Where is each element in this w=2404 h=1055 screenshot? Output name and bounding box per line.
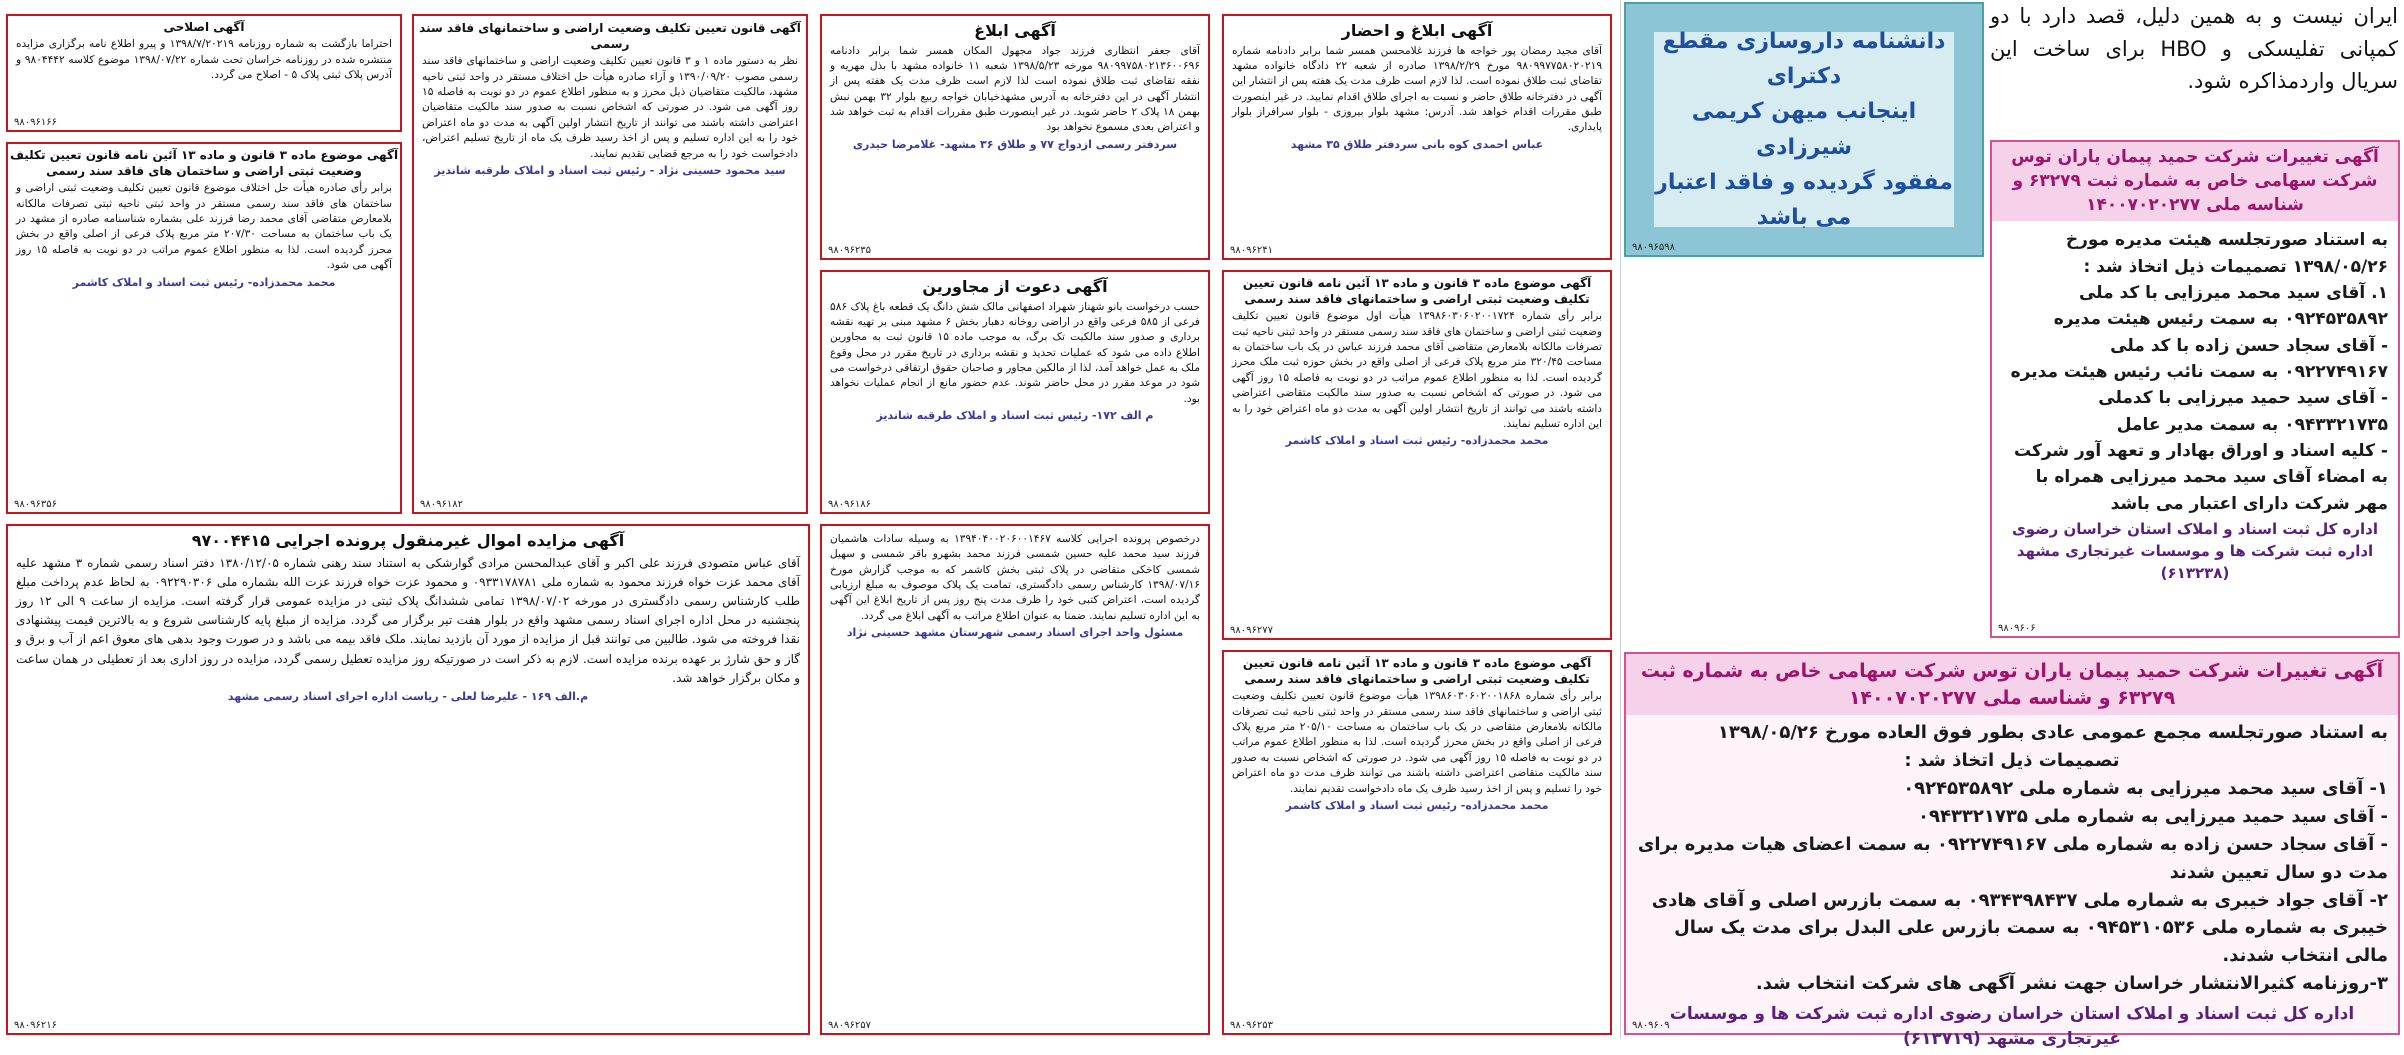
ad-title: آگهی قانون تعیین تکلیف وضعیت اراضی و ساختمانهای فاقد سند رسمی	[419, 21, 801, 52]
ad-neighbors-invite	[820, 270, 1210, 514]
ad-article3-a	[6, 142, 402, 514]
ad-code: ۹۸۰۹۶۵۹۸	[1632, 242, 1675, 253]
card-line: اینجانب میهن کریمی شیرزادی	[1691, 99, 1917, 160]
ad-code: ۹۸۰۹۶۱۸۶	[828, 499, 871, 510]
ad-title: آگهی ابلاغ و احضار	[1341, 21, 1493, 40]
company-change-notice-small	[1990, 140, 2400, 638]
ad-body: برابر رأی شماره ۱۳۹۸۶۰۳۰۶۰۲۰۰۱۷۲۴ هیأت اول موضوع قانون تعیین تکلیف وضعیت ثبتی اراضی و ساختمان های فاقد سند رسمی مستقر در واحد ثبتی ناحیه ثبت تصرفات مالکانه بلامعارض متقاضی آقای محمد فرزند عباس در یک باب ساختمان به مساحت ۳۲۰/۴۵ متر مربع پلاک فرعی از اصلی واقع در بخش حوزه ثبت ملک محرز گردیده است. لذا به منظور اطلاع عموم مراتب در دو نوبت به فاصله ۱۵ روز آگهی می شود. در صورتی که اشخاص نسبت به صدور سند مالکیت متقاضی اعتراضی داشته باشند می توانند از تاریخ انتشار اولین آگهی به مدت دو ماه اعتراض خود را به این اداره تسلیم نمایند.	[1232, 310, 1602, 430]
ad-title: آگهی اصلاحی	[163, 20, 245, 34]
ad-code: ۹۸۰۹۶۱۸۲	[420, 499, 463, 510]
notice-line: ۳-روزنامه کثیرالانتشار خراسان جهت نشر آگهی های شرکت انتخاب شد.	[1755, 973, 2388, 995]
lost-certificate-card	[1624, 2, 1984, 257]
ad-title: آگهی ابلاغ	[974, 21, 1056, 40]
ad-signature: محمد محمدزاده- رئیس ثبت اسناد و املاک کاشمر	[1285, 798, 1549, 812]
ad-land-law	[412, 14, 808, 514]
ad-code: ۹۸۰۹۶۲۴۱	[1230, 245, 1273, 256]
notice-title: آگهی تغییرات شرکت حمید پیمان یاران توس شرکت سهامی خاص به شماره ثبت ۶۳۲۷۹ و شناسه ملی ۱۴۰۰۷۰۲۰۲۷۷	[1626, 654, 2398, 715]
ad-signature: مسئول واحد اجرای اسناد رسمی شهرستان مشهد حسینی نژاد	[846, 626, 1184, 640]
ad-body: برابر رأی شماره ۱۳۹۸۶۰۳۰۶۰۲۰۰۱۸۶۸ هیأت موضوع قانون تعیین تکلیف وضعیت ثبتی اراضی و ساختمانهای فاقد سند رسمی مستقر در واحد ثبتی ناحیه ثبت تصرفات مالکانه بلامعارض متقاضی در یک باب ساختمان به مساحت ۲۰۵/۱۰ متر مربع پلاک فرعی از اصلی واقع در بخش محرز گردیده است. لذا به منظور اطلاع عموم مراتب در دو نوبت به فاصله ۱۵ روز آگهی می شود. در صورتی که اشخاص نسبت به صدور سند مالکیت متقاضی اعتراضی داشته باشند می توانند ظرف مدت دو ماه اعتراض خود را تسلیم و پس از اخذ رسید ظرف یک ماه دادخواست تقدیم نمایند.	[1232, 690, 1602, 795]
ad-signature: م الف ۱۷۲- رئیس ثبت اسناد و املاک طرقبه شاندیز	[876, 409, 1154, 423]
ad-summons	[1222, 14, 1612, 260]
ad-title: آگهی دعوت از مجاورین	[922, 277, 1108, 296]
notice-line: به استناد صورتجلسه مجمع عمومی عادی بطور فوق العاده مورخ ۱۳۹۸/۰۵/۲۶	[1717, 722, 2388, 744]
ad-body: آقای جعفر انتظاری فرزند جواد مجهول المکان همسر شما برابر دادنامه ۹۸۰۹۹۷۵۸۰۲۱۳۶۰۰۶۹۶ مورخه ۱۳۹۸/۵/۲۳ شعبه ۱۱ خانواده مشهد با بذل مهریه و نفقه تقاضای ثبت طلاق نموده است لذا لازم است ظرف مدت یک هفته پس از انتشار آگهی در این دفترخانه به آدرس مشهدخیابان خواجه ربیع بلوار ۳۲ بهمن نبش بهمن ۱۸ پلاک ۲ حاضر شوید. در غیر اینصورت طبق مقررات اقدام به ثبت خواهد شد و اعتراض بعدی مسموع نخواهد بود	[830, 44, 1200, 134]
ad-body: آقای مجید رمضان پور خواجه ها فرزند غلامحسن همسر شما برابر دادنامه شماره ۹۸۰۹۹۷۷۵۸۰۲۰۲۱۹ مورخ ۱۳۹۸/۲/۲۹ صادره از شعبه ۲۲ دادگاه خانواده مشهد تقاضای ثبت طلاق نموده است. لذا لازم است ظرف مدت یک هفته پس از انتشار این آگهی در دفترخانه طلاق حاضر و نسبت به اجرای طلاق اقدام نمایید. در غیر اینصورت طبق مقررات اقدام خواهد شد. آدرس: مشهد بلوار بیروزی - بلوار سرافراز بلوار پایداری.	[1232, 44, 1603, 134]
notice-line: تصمیمات ذیل اتخاذ شد :	[1904, 750, 2120, 772]
top-column-text: ایران نیست و به همین دلیل، قصد دارد با دو کمپانی تفلیسکی و HBO برای ساخت این سریال واردمذاکره شود.	[1990, 4, 2398, 94]
ad-code: ۹۸۰۹۶۰۶	[1998, 623, 2036, 634]
notice-line: - آقای سجاد حسن زاده به شماره ملی ۰۹۲۲۷۴۹۱۶۷ به سمت اعضای هیات مدیره برای مدت دو سال تعیین شدند	[1637, 833, 2388, 883]
ad-code: ۹۸۰۹۶۲۵۳	[1230, 1020, 1273, 1031]
ad-correction	[6, 14, 402, 132]
ad-body: درخصوص پرونده اجرایی کلاسه ۱۳۹۴۰۴۰۰۲۰۶۰۰۱۴۶۷ به وسیله سادات هاشمیان فرزند سید محمد علیه حسین شمسی فرزند محمد بشهرو باقر شمسی و سهیل شمسی کاخکی متقاضی در پلاک ثبتی بخش کاشمر که به موجب گزارش مورخ ۱۳۹۸/۰۷/۱۶ کارشناس رسمی دادگستری، تمامت یک پلاک موصوف به مبلغ ارزیابی گردیده است، اعتراض کتبی خود را ظرف مدت پنج روز پس از تاریخ ابلاغ این آگهی به این اداره تسلیم نمایند. ضمنا به عنوان اطلاع مراتب به آگهی ابلاغ می گردد.	[830, 533, 1200, 622]
ad-body: آقای عباس متصودی فرزند علی اکبر و آقای عبدالمحسن مرادی گوارشکی به استناد سند رهنی شماره ۱۳۸۰/۱۲/۰۵ دفتر اسناد رسمی شماره ۳ مشهد علیه آقای محمد عزت خواه فرزند محمود به شماره ملی ۰۹۳۳۱۷۸۷۸۱ و محمود عزت خواه فرزند عزت الله بشماره ملی ۰۹۲۲۹۰۳۰۶ به لحاظ عدم پرداخت مبلغ طلب کارشناس رسمی دادگستری در مورخه ۱۳۹۸/۰۷/۰۲ تمامی ششدانگ پلاک ثبتی در مزایده عمومی قرار گرفته است. مزایده از ساعت ۹ الی ۱۲ روز پنجشنبه در محل اداره اجرای اسناد رسمی مشهد واقع در بلوار هفت تیر برگزار می گردد. مزایده از مبلغ پایه کارشناسی شروع و به بالاترین قیمت پیشنهادی نقدا فروخته می شود. طالبین می توانند قبل از مزایده از مورد آن بازدید نمایند. ملک فاقد بیمه می باشد و در صورت وجود بدهی های معوق اعم از آب و برق و گاز و حق شارژ بر عهده برنده مزایده است. لازم به ذکر است در صورتیکه روز مزایده تعطیل رسمی گردد، مزایده در روز اداری بعد از تعطیلی در همان ساعت و مکان برگزار خواهد شد.	[16, 555, 801, 685]
notice-line: به استناد صورتجلسه هیئت مدیره مورخ	[2065, 230, 2388, 251]
ad-signature: محمد محمدزاده- رئیس ثبت اسناد و املاک کاشمر	[72, 275, 336, 289]
ad-title: آگهی موضوع ماده ۳ قانون و ماده ۱۳ آئین نامه قانون تعیین تکلیف وضعیت ثبتی اراضی و ساختمان های فاقد سند رسمی	[9, 148, 399, 179]
ad-title: آگهی مزایده اموال غیرمنقول پرونده اجرایی ۹۷۰۰۴۴۱۵	[191, 531, 625, 550]
ad-article3-b	[1616, 270, 1617, 271]
ad-article3-c	[1222, 270, 1612, 640]
ad-signature: محمد محمدزاده- رئیس ثبت اسناد و املاک کاشمر	[1285, 434, 1549, 448]
ad-body: احتراما بازگشت به شماره روزنامه ۱۳۹۸/۷/۲۰۲۱۹ و پیرو اطلاع نامه برگزاری مزایده منتشره شده در روزنامه خراسان تحت شماره ۱۳۹۸/۰۷/۲۲ موضوع کلاسه ۹۸۰۴۴۴۲ و آدرس پلاک ثبتی پلاک ۵ - اصلاح می گردد.	[16, 38, 393, 81]
notice-line: - آقای سید حمید میرزایی به شماره ملی ۰۹۴۳۳۲۱۷۳۵	[1917, 805, 2388, 827]
notice-footer: اداره کل ثبت اسناد و املاک استان خراسان رضوی اداره ثبت شرکت ها و موسسات غیرتجاری مشهد (۶۱۳۲۳۸)	[2011, 520, 2379, 582]
ad-code: ۹۸۰۹۶۱۶۶	[14, 117, 57, 128]
ad-auction	[6, 524, 810, 1035]
ad-code: ۹۸۰۹۶۲۵۷	[828, 1020, 871, 1031]
ad-notification	[820, 14, 1210, 260]
ad-code: ۹۸۰۹۶۲۳۵	[828, 245, 871, 256]
ad-code: ۹۸۰۹۶۳۵۶	[14, 499, 57, 510]
card-line: مفقود گردیده و فاقد اعتبار می باشد	[1655, 169, 1953, 230]
ad-body: نظر به دستور ماده ۱ و ۳ قانون تعیین تکلیف وضعیت اراضی و ساختمانهای فاقد سند رسمی مصوب ۱۳۹۰/۰۹/۲۰ و آراء صادره هیأت حل اختلاف مستقر در واحد ثبتی ناحیه مشهد، مالکیت متقاضیان ذیل محرز و به منظور اطلاع عموم در دو نوبت به فاصله ۱۵ روز آگهی می شود. در صورتی که اشخاص نسبت به صدور سند مالکیت متقاضیان اعتراضی داشته باشند می توانند از تاریخ انتشار اولین آگهی به مدت دو ماه اعتراض خود را به این اداره تسلیم و پس از اخذ رسید ظرف یک ماه از تاریخ تسلیم اعتراض، دادخواست خود را به مرجع قضایی تقدیم نمایند.	[422, 55, 798, 160]
company-change-notice-large	[1624, 652, 2400, 1049]
ad-code: ۹۸۰۹۶۲۱۶	[14, 1020, 57, 1031]
notice-line: - آقای سجاد حسن زاده با کد ملی	[2110, 335, 2388, 356]
notice-line: - آقای سید حمید میرزایی با کدملی	[2098, 388, 2388, 409]
ad-body: برابر رأی صادره هیأت حل اختلاف موضوع قانون تعیین تکلیف وضعیت ثبتی اراضی و ساختمان های فاقد سند رسمی مستقر در واحد ثبتی ناحیه ثبتی تصرفات مالکانه بلامعارض متقاضی آقای محمد رضا فرزند علی بشماره شناسنامه صادره از مشهد در یک باب ساختمان به مساحت ۲۰۷/۳۰ متر مربع پلاک فرعی از اصلی واقع در بخش محرز گردیده است. لذا به منظور اطلاع عموم مراتب در دو نوبت به فاصله ۱۵ روز آگهی می شود.	[16, 182, 393, 272]
ad-signature: سردفتر رسمی ازدواج ۷۷ و طلاق ۳۶ مشهد- غلامرضا حیدری	[852, 137, 1178, 151]
card-line: دانشنامه داروسازی مقطع دکترای	[1662, 28, 1946, 90]
notice-line: ۰۹۲۲۷۴۹۱۶۷ به سمت نائب رئیس هیئت مدیره	[2010, 362, 2388, 383]
notice-line: ۰۹۲۴۵۳۵۸۹۲ به سمت رئیس هیئت مدیره	[2053, 309, 2388, 330]
notice-line: ۱۳۹۸/۰۵/۲۶ تصمیمات ذیل اتخاذ شد :	[2083, 256, 2388, 277]
ad-title: آگهی موضوع ماده ۳ قانون و ماده ۱۳ آئین نامه قانون تعیین تکلیف وضعیت ثبتی اراضی و ساختمانهای فاقد سند رسمی	[1242, 276, 1592, 307]
ad-title: آگهی موضوع ماده ۳ قانون و ماده ۱۳ آئین نامه قانون تعیین تکلیف وضعیت ثبتی اراضی و ساختمانهای فاقد سند رسمی	[1242, 656, 1592, 687]
ad-code: ۹۸۰۹۶۲۷۷	[1230, 625, 1273, 636]
notice-footer: اداره کل ثبت اسناد و املاک استان خراسان رضوی اداره ثبت شرکت ها و موسسات غیرتجاری مشهد (۶۱۳۷۱۹)	[1669, 1004, 2355, 1049]
ad-article3-d	[1222, 650, 1612, 1035]
ad-signature: م.الف ۱۶۹ - علیرضا لعلی - ریاست اداره اجرای اسناد رسمی مشهد	[227, 689, 589, 703]
ad-code: ۹۸۰۹۶۰۹	[1632, 1020, 1670, 1031]
notice-line: ۰۹۴۳۳۲۱۷۳۵ به سمت مدیر عامل	[2116, 414, 2388, 435]
ad-signature: عباس احمدی کوه بانی سردفتر طلاق ۳۵ مشهد	[1290, 137, 1544, 151]
notice-title: آگهی تغییرات شرکت حمید پیمان یاران توس شرکت سهامی خاص به شماره ثبت ۶۳۲۷۹ و شناسه ملی ۱۴۰۰۷۰۲۰۲۷۷	[1992, 142, 2398, 221]
notice-line: - کلیه اسناد و اوراق بهادار و تعهد آور شرکت به امضاء آقای سید محمد میرزایی همراه با مهر شرکت دارای اعتبار می باشد	[2013, 441, 2388, 514]
ad-execution-case	[820, 524, 1210, 1035]
ad-signature: سید محمود حسینی نژاد - رئیس ثبت اسناد و املاک طرقبه شاندیز	[434, 163, 786, 177]
notice-line: ۲- آقای جواد خیبری به شماره ملی ۰۹۳۴۳۹۸۴۳۷ به سمت بازرس اصلی و آقای هادی خیبری به شماره ملی ۰۹۴۵۳۱۰۵۳۶ به سمت بازرس علی البدل برای مدت یک سال مالی انتخاب شدند.	[1651, 889, 2388, 967]
ad-body: حسب درخواست بانو شهناز شهراد اصفهانی مالک شش دانگ یک قطعه باغ پلاک ۵۸۶ فرعی از ۵۸۵ فرعی واقع در اراضی روخانه دهبار بخش ۶ مشهد مبنی بر تهیه نقشه برداری و صدور سند مالکیت تک برگ، به موجب ماده ۱۵ قانون ثبت به مجاورین اطلاع داده می شود که عملیات تحدید و نقشه برداری در تاریخ مقرر در محل وقوع ملک به عمل خواهد آمد، لذا از مالکین مجاور و صاحبان حقوق ارتفاقی درخواست می شود در موعد مقرر در محل حاضر شوند. عدم حضور مانع از انجام عملیات نخواهد بود.	[830, 300, 1200, 405]
notice-line: ۱. آقای سید محمد میرزایی با کد ملی	[2078, 283, 2388, 304]
notice-line: ۱- آقای سید محمد میرزایی به شماره ملی ۰۹۲۴۵۳۵۸۹۲	[1903, 777, 2388, 799]
